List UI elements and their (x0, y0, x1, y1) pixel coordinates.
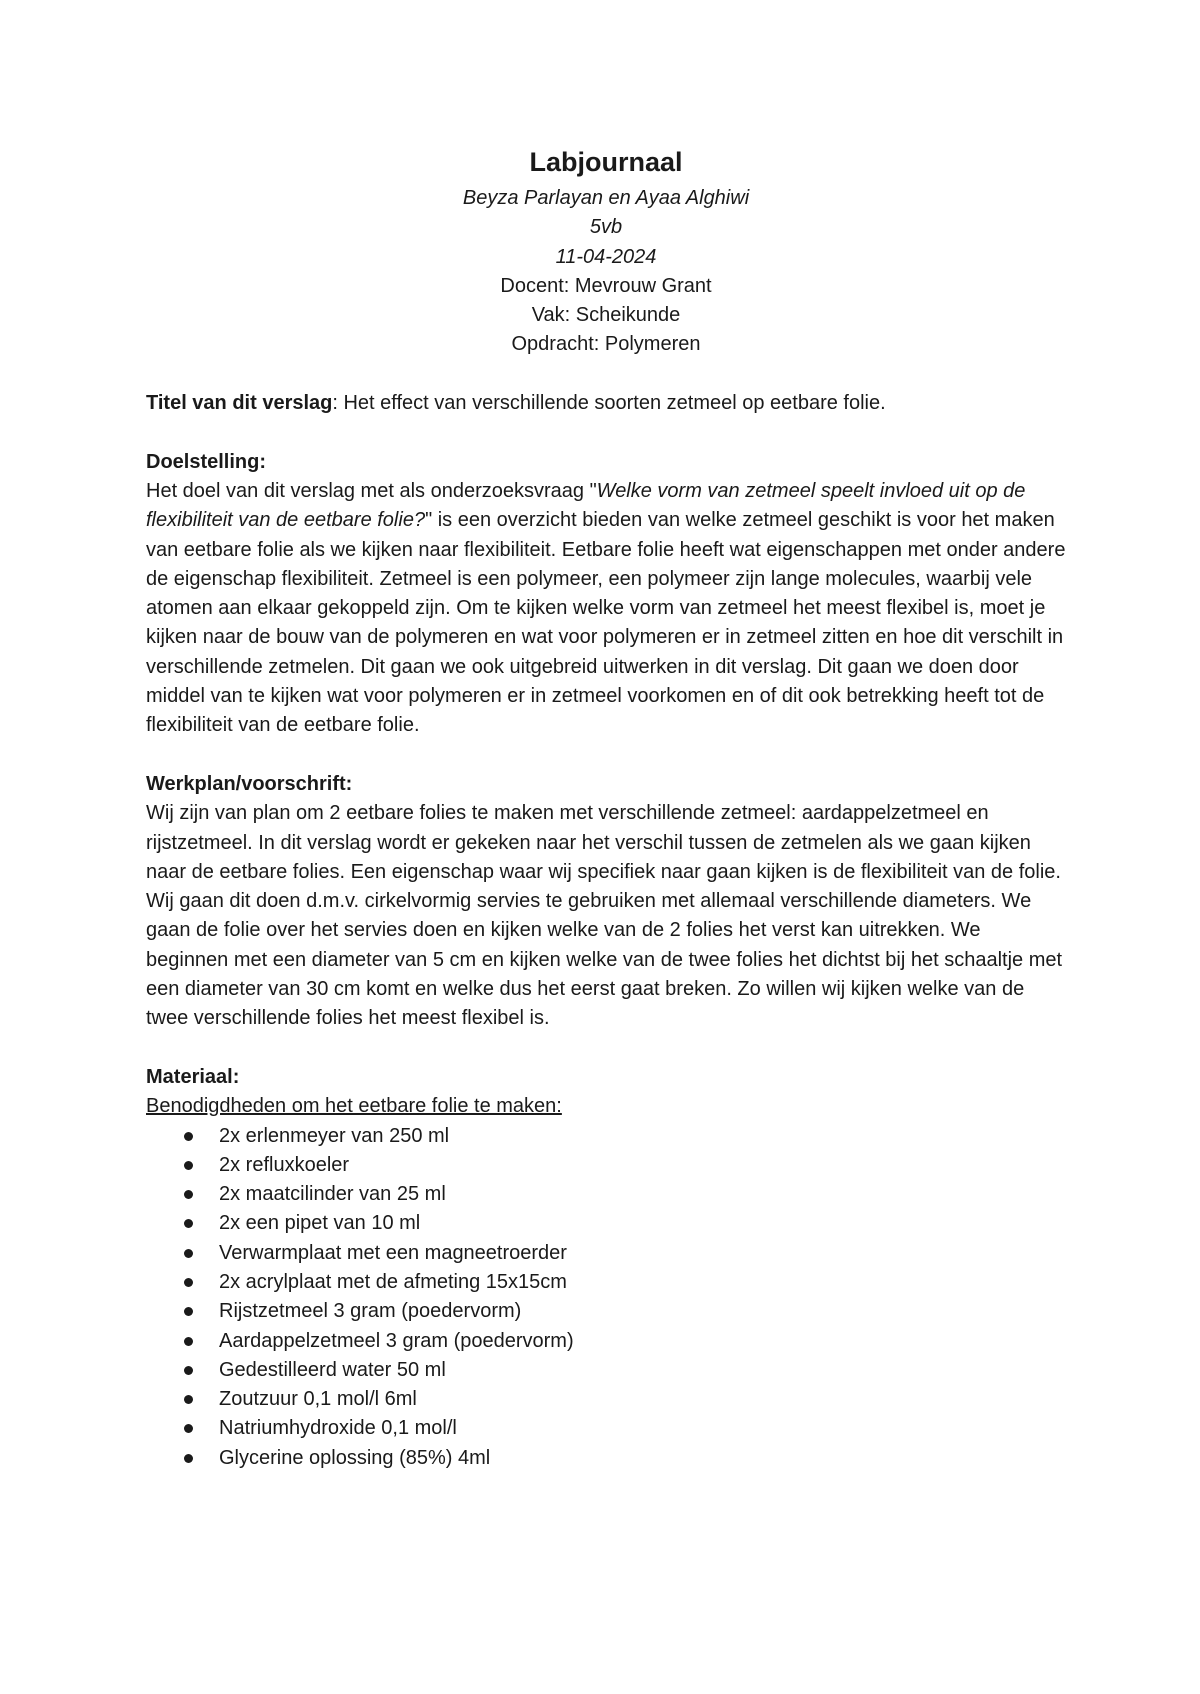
bullet-icon (184, 1132, 193, 1141)
bullet-icon (184, 1337, 193, 1346)
spacer (146, 741, 1066, 770)
teacher: Docent: Mevrouw Grant (500, 274, 712, 297)
list-item-text: Aardappelzetmeel 3 gram (poedervorm) (219, 1329, 574, 1352)
list-item (184, 1122, 1066, 1151)
list-item (184, 1180, 1066, 1209)
bullet-icon (184, 1454, 193, 1463)
list-item-text: Gedestilleerd water 50 ml (219, 1358, 446, 1381)
document-page (146, 140, 1066, 1473)
list-item (184, 1268, 1066, 1297)
section-doelstelling (146, 448, 1066, 741)
werkplan-heading: Werkplan/voorschrift: (146, 772, 353, 795)
bullet-icon (184, 1424, 193, 1433)
spacer (146, 418, 1066, 447)
report-title-paragraph (146, 389, 1066, 418)
list-item-text: 2x een pipet van 10 ml (219, 1212, 421, 1235)
list-item-text: Rijstzetmeel 3 gram (poedervorm) (219, 1300, 522, 1323)
bullet-icon (184, 1219, 193, 1228)
list-item-text: 2x refluxkoeler (219, 1153, 350, 1176)
list-item-text: Zoutzuur 0,1 mol/l 6ml (219, 1388, 417, 1411)
section-werkplan (146, 770, 1066, 1034)
list-item (184, 1209, 1066, 1238)
list-item-text: 2x maatcilinder van 25 ml (219, 1183, 446, 1206)
list-item (184, 1327, 1066, 1356)
doelstelling-text-after: " is een overzicht bieden van welke zetmeel geschikt is voor het maken van eetbare folie als we kijken naar flexibiliteit. Eetbare folie heeft wat eigenschappen met onder andere de eigenschap flexibiliteit. Zetmeel is een polymeer, een polymeer zijn lange molecules, waarbij vele atomen aan elkaar gekoppeld zijn. Om te kijken welke vorm van zetmeel het meest flexibel is, moet je kijken naar de bouw van de polymeren en wat voor polymeren er in zetmeel zitten en hoe dit verschilt in verschillende zetmelen. Dit gaan we ook uitgebreid uitwerken in dit verslag. Dit gaan we doen door middel van te kijken wat voor polymeren er in zetmeel voorkomen en of dit ook betrekking heeft tot de flexibiliteit van de eetbare folie. (146, 509, 1066, 737)
bullet-icon (184, 1278, 193, 1287)
materiaal-heading: Materiaal: (146, 1065, 240, 1088)
materials-list (146, 1122, 1066, 1474)
bullet-icon (184, 1395, 193, 1404)
list-item (184, 1385, 1066, 1414)
section-materiaal (146, 1063, 1066, 1473)
list-item-text: 2x acrylplaat met de afmeting 15x15cm (219, 1270, 567, 1293)
doelstelling-heading: Doelstelling: (146, 450, 267, 473)
doelstelling-text-before: Het doel van dit verslag met als onderzoeksvraag " (146, 479, 597, 502)
list-item-text: 2x erlenmeyer van 250 ml (219, 1124, 450, 1147)
bullet-icon (184, 1366, 193, 1375)
bullet-icon (184, 1307, 193, 1316)
document-header (146, 140, 1066, 360)
list-item-text: Natriumhydroxide 0,1 mol/l (219, 1417, 457, 1440)
report-title-label: Titel van dit verslag (146, 392, 333, 415)
doelstelling-text (146, 477, 1066, 741)
bullet-icon (184, 1161, 193, 1170)
bullet-icon (184, 1249, 193, 1258)
subject: Vak: Scheikunde (531, 304, 681, 327)
list-item (184, 1356, 1066, 1385)
date: 11-04-2024 (555, 245, 657, 268)
authors: Beyza Parlayan en Ayaa Alghiwi (462, 187, 750, 209)
report-title-text: : Het effect van verschillende soorten zetmeel op eetbare folie. (332, 392, 886, 415)
werkplan-text: Wij zijn van plan om 2 eetbare folies te maken met verschillende zetmeel: aardappelzetmeel en rijstzetmeel. In dit verslag wordt er gekeken naar het verschil tussen de zetmelen als we gaan kijken naar de eetbare folies. Een eigenschap waar wij specifiek naar gaan kijken is de flexibiliteit van de folie. Wij gaan dit doen d.m.v. cirkelvormig servies te gebruiken met allemaal verschillende diameters. We gaan de folie over het servies doen en kijken welke van de 2 folies het verst kan uitrekken. We beginnen met een diameter van 5 cm en kijken welke van de twee folies het dichtst bij het schaaltje met een diameter van 30 cm komt en welke dus het eerst gaat breken. Zo willen wij kijken welke van de twee verschillende folies het meest flexibel is. (146, 802, 1063, 1030)
materiaal-subheading: Benodigdheden om het eetbare folie te maken: (146, 1095, 562, 1118)
list-item-text: Verwarmplaat met een magneetroerder (219, 1241, 567, 1264)
spacer (146, 1034, 1066, 1063)
list-item (184, 1297, 1066, 1326)
assignment: Opdracht: Polymeren (511, 333, 701, 356)
list-item-text: Glycerine oplossing (85%) 4ml (219, 1446, 491, 1469)
research-question: Welke vorm van zetmeel speelt invloed uit op de flexibiliteit van de eetbare folie? (146, 479, 1026, 532)
list-item (184, 1239, 1066, 1268)
spacer (146, 360, 1066, 389)
bullet-icon (184, 1190, 193, 1199)
list-item (184, 1414, 1066, 1443)
list-item (184, 1444, 1066, 1473)
class-label: 5vb (589, 216, 623, 239)
document-title: Labjournaal (529, 147, 683, 177)
list-item (184, 1151, 1066, 1180)
